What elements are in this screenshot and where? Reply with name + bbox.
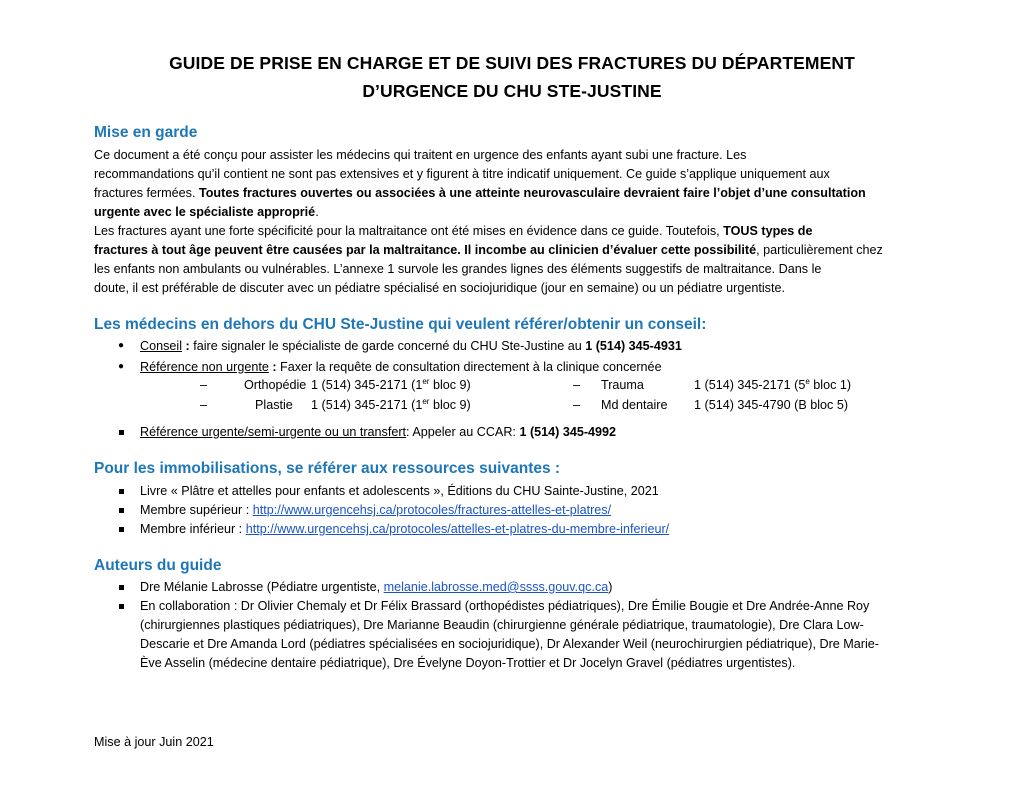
list-item-reference-non-urgente — [140, 358, 662, 377]
superscript: e — [805, 376, 810, 386]
section-heading-auteurs: Auteurs du guide — [94, 557, 222, 574]
list-item-auteur-principal — [140, 578, 612, 597]
bullet-square-icon — [119, 585, 124, 590]
conseil-text: faire signaler le spécialiste de garde concerné du CHU Ste-Justine au — [193, 339, 586, 353]
clinic-name: Trauma — [601, 378, 644, 392]
text-fragment: ) — [608, 580, 613, 594]
dash-icon: – — [573, 378, 581, 392]
phone-text: 1 (514) 345-2171 (5 — [694, 378, 806, 392]
phone-rest: bloc 9) — [429, 378, 471, 392]
dash-icon: – — [200, 378, 208, 392]
section-heading-mise-en-garde: Mise en garde — [94, 124, 198, 141]
link-membre-superieur[interactable]: http://www.urgencehsj.ca/protocoles/fractures-attelles-et-platres/ — [252, 503, 612, 517]
dash-icon: – — [200, 398, 208, 412]
bullet-dot-icon: ● — [118, 340, 125, 351]
urg-text: : Appeler au CCAR: — [406, 425, 520, 439]
list-item-conseil — [140, 337, 682, 356]
text-fragment: Dre Mélanie Labrosse (Pédiatre urgentiste, — [140, 580, 384, 594]
item-label: Membre supérieur : — [140, 503, 253, 517]
list-item-collaboration: En collaboration : Dr Olivier Chemaly et Dr Félix Brassard (orthopédistes pédiatriques), Dre Émilie Bougie et Dre Andrée-Anne Roy — [140, 599, 870, 613]
paragraph-line — [94, 222, 944, 241]
urg-phone: 1 (514) 345-4992 — [519, 425, 617, 439]
paragraph-line: Ce document a été conçu pour assister les médecins qui traitent en urgence des enfants ayant subi une fracture. Les — [94, 148, 747, 162]
text-fragment: . — [315, 205, 319, 219]
urg-label: Référence urgente/semi-urgente ou un transfert — [140, 425, 407, 439]
text-fragment: Les fractures ayant une forte spécificité pour la maltraitance ont été mises en évidence dans ce guide. Toutefois, — [94, 224, 724, 238]
paragraph-line: recommandations qu’il contient ne sont pas extensives et y figurent à titre indicatif uniquement. Ce guide s’applique uniquement aux — [94, 167, 830, 181]
section-heading-immobilisations: Pour les immobilisations, se référer aux ressources suivantes : — [94, 460, 561, 477]
email-link[interactable]: melanie.labrosse.med@ssss.gouv.qc.ca — [383, 580, 609, 594]
clinic-name: Md dentaire — [601, 398, 668, 412]
bullet-square-icon — [119, 604, 124, 609]
footer-update-date: Mise à jour Juin 2021 — [94, 735, 214, 749]
nonurg-text: Faxer la requête de consultation directement à la clinique concernée — [280, 360, 662, 374]
clinic-phone — [311, 378, 471, 392]
clinic-phone: 1 (514) 345-4790 (B bloc 5) — [694, 398, 849, 412]
clinic-name: Plastie — [255, 398, 293, 412]
phone-rest: bloc 9) — [429, 398, 471, 412]
superscript: er — [422, 396, 430, 406]
dash-icon: – — [573, 398, 581, 412]
bold-warning: urgente avec le spécialiste approprié — [94, 205, 316, 219]
link-membre-inferieur[interactable]: http://www.urgencehsj.ca/protocoles/attelles-et-platres-du-membre-inferieur/ — [245, 522, 670, 536]
conseil-phone: 1 (514) 345-4931 — [585, 339, 682, 353]
superscript: er — [422, 376, 430, 386]
bold-warning: TOUS types de — [723, 224, 813, 238]
paragraph-line — [94, 203, 944, 222]
item-label: Membre inférieur : — [140, 522, 246, 536]
nonurg-label: Référence non urgente — [140, 360, 269, 374]
collaboration-line: Ève Asselin (médecine dentaire pédiatrique), Dre Évelyne Doyon-Trottier et Dr Jocelyn Gravel (pédiatres urgentistes). — [140, 656, 796, 670]
paragraph-line — [94, 241, 944, 260]
clinic-phone — [694, 378, 851, 392]
list-item-membre-inferieur — [140, 520, 669, 539]
bold-warning: fractures à tout âge peuvent être causées par la maltraitance. Il incombe au clinicien d’évaluer cette possibilité — [94, 243, 757, 257]
phone-text: 1 (514) 345-2171 (1 — [311, 398, 423, 412]
section-heading-referer: Les médecins en dehors du CHU Ste-Justine qui veulent référer/obtenir un conseil: — [94, 316, 707, 333]
list-item-reference-urgente — [140, 423, 616, 442]
document-title-line-1: GUIDE DE PRISE EN CHARGE ET DE SUIVI DES FRACTURES DU DÉPARTEMENT — [169, 53, 855, 73]
paragraph-line: doute, il est préférable de discuter avec un pédiatre spécialisé en sociojuridique (jour en semaine) ou un pédiatre urgentiste. — [94, 281, 785, 295]
bullet-square-icon — [119, 527, 124, 532]
bullet-dot-icon: ● — [118, 361, 125, 372]
conseil-label: Conseil — [140, 339, 182, 353]
list-item-membre-superieur — [140, 501, 611, 520]
phone-text: 1 (514) 345-2171 (1 — [311, 378, 423, 392]
clinic-phone — [311, 398, 471, 412]
bullet-square-icon — [119, 508, 124, 513]
text-fragment: fractures fermées. — [94, 186, 199, 200]
document-title-line-2: D’URGENCE DU CHU STE-JUSTINE — [362, 81, 662, 101]
bold-warning: Toutes fractures ouvertes ou associées à une atteinte neurovasculaire devraient faire l’objet d’une consultation — [198, 186, 866, 200]
colon: : — [268, 360, 281, 374]
phone-rest: bloc 1) — [809, 378, 852, 392]
paragraph-line — [94, 184, 944, 203]
list-item-livre: Livre « Plâtre et attelles pour enfants et adolescents », Éditions du CHU Sainte-Justine, 2021 — [140, 484, 659, 498]
colon: : — [182, 339, 194, 353]
clinic-name: Orthopédie — [244, 378, 307, 392]
collaboration-line: (chirurgiennes plastiques pédiatriques), Dre Marianne Beaudin (chirurgienne générale pédiatrique, traumatologie), Dre Clara Low- — [140, 618, 864, 632]
collaboration-line: Descarie et Dre Amanda Lord (pédiatres spécialisées en sociojuridique), Dr Alexander Weil (neurochirurgien pédiatrique), Dre Marie- — [140, 637, 879, 651]
paragraph-line: les enfants non ambulants ou vulnérables. L’annexe 1 survole les grandes lignes des éléments suggestifs de maltraitance. Dans le — [94, 262, 822, 276]
text-fragment: , particulièrement chez — [756, 243, 883, 257]
bullet-square-icon — [119, 489, 124, 494]
bullet-square-icon — [119, 430, 124, 435]
